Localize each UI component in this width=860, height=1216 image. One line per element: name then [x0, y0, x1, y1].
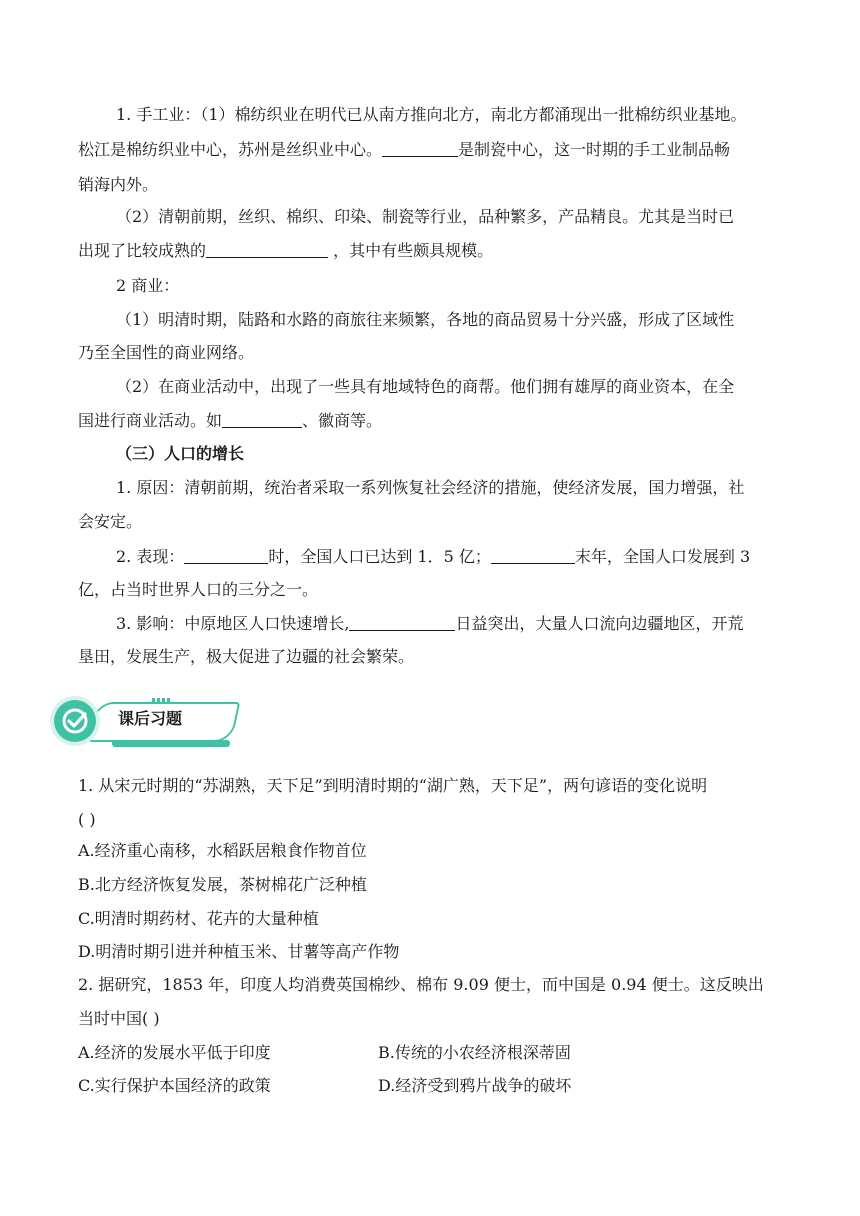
text: 3. 影响：中原地区人口快速增长, — [116, 614, 350, 633]
fill-blank[interactable] — [184, 547, 268, 564]
text: ，其中有些颇具规模。 — [328, 241, 494, 260]
text: 末年，全国人口发展到 3 — [574, 547, 751, 566]
text: 日益突出，大量人口流向边疆地区，开荒 — [455, 614, 744, 633]
q2-stem-line-2 — [78, 1008, 160, 1030]
text: 1. 从宋元时期的“苏湖熟，天下足”到明清时期的“湖广熟，天下足”，两句谚语的变化说明 — [78, 776, 708, 795]
q2-option-a[interactable] — [78, 1042, 271, 1064]
merchant-guild-line-2 — [78, 410, 382, 432]
text: C.明清时期药材、花卉的大量种植 — [78, 909, 319, 928]
text: D.经济受到鸦片战争的破坏 — [378, 1076, 572, 1095]
population-show-line-1 — [116, 546, 750, 568]
q1-option-c[interactable] — [78, 908, 319, 930]
population-heading — [116, 443, 244, 465]
fill-blank[interactable] — [491, 547, 575, 564]
q2-stem-line-1 — [78, 974, 764, 996]
fill-blank[interactable] — [206, 241, 328, 258]
text: 时，全国人口已达到 1．5 亿； — [268, 547, 491, 566]
text: 1. 原因：清朝前期，统治者采取一系列恢复社会经济的措施，使经济发展，国力增强，社 — [116, 478, 745, 497]
population-effect-line-2 — [78, 646, 414, 668]
text: 会安定。 — [78, 512, 143, 531]
text: （2）在商业活动中，出现了一些具有地域特色的商帮。他们拥有雄厚的商业资本，在全 — [116, 377, 735, 396]
text: C.实行保护本国经济的政策 — [78, 1076, 271, 1095]
text: ( ) — [78, 810, 96, 829]
text: D.明清时期引进并种植玉米、甘薯等高产作物 — [78, 942, 400, 961]
text: 松江是棉纺织业中心，苏州是丝织业中心。 — [78, 140, 383, 159]
q1-stem-line-2 — [78, 809, 96, 831]
text: 销海内外。 — [78, 175, 159, 194]
population-cause-line-2 — [78, 511, 142, 533]
q2-option-b[interactable] — [378, 1042, 571, 1064]
commerce-network-line-2 — [78, 342, 254, 364]
text: 国进行商业活动。如 — [78, 411, 223, 430]
text: 1. 手工业：（1）棉纺织业在明代已从南方推向北方，南北方都涌现出一批棉纺织业基地。 — [116, 105, 747, 124]
text: 乃至全国性的商业网络。 — [78, 343, 255, 362]
text: 、徽商等。 — [302, 411, 383, 430]
fill-blank[interactable] — [349, 614, 455, 631]
text: （2）清朝前期，丝织、棉织、印染、制瓷等行业，品种繁多，产品精良。尤其是当时已 — [116, 207, 735, 226]
handicraft-line-2 — [78, 139, 730, 161]
text: 亿，占当时世界人口的三分之一。 — [78, 580, 319, 599]
text: （1）明清时期，陆路和水路的商旅往来频繁，各地的商品贸易十分兴盛，形成了区域性 — [116, 310, 735, 329]
q2-option-c[interactable] — [78, 1075, 271, 1097]
text: 垦田，发展生产，极大促进了边疆的社会繁荣。 — [78, 647, 415, 666]
text: （三）人口的增长 — [116, 444, 245, 463]
q1-option-b[interactable] — [78, 874, 367, 896]
population-effect-line-1 — [116, 613, 743, 635]
qing-handicraft-line-2 — [78, 240, 493, 262]
text: 2. 据研究，1853 年，印度人均消费英国棉纱、棉布 9.09 便士，而中国是 0.94 便士。这反映出 — [78, 975, 764, 994]
text: 2 商业： — [116, 276, 180, 295]
text: A.经济的发展水平低于印度 — [78, 1043, 271, 1062]
text: 出现了比较成熟的 — [78, 241, 207, 260]
commerce-heading — [116, 275, 179, 297]
q2-option-d[interactable] — [378, 1075, 571, 1097]
qing-handicraft-line-1 — [116, 206, 734, 228]
text: A.经济重心南移，水稻跃居粮食作物首位 — [78, 841, 367, 860]
check-circle-icon — [54, 700, 96, 742]
fill-blank[interactable] — [222, 411, 302, 428]
text: 当时中国( ) — [78, 1009, 160, 1028]
merchant-guild-line-1 — [116, 376, 734, 398]
fill-blank[interactable] — [382, 140, 458, 157]
q1-stem-line-1 — [78, 775, 707, 797]
commerce-network-line-1 — [116, 309, 734, 331]
handicraft-line-3 — [78, 174, 158, 196]
exercises-banner — [52, 698, 234, 754]
banner-underbar — [112, 740, 230, 747]
text: 是制瓷中心，这一时期的手工业制品畅 — [458, 140, 731, 159]
banner-label: 课后习题 — [118, 709, 183, 728]
text: 2. 表现： — [116, 547, 185, 566]
handicraft-line-1 — [116, 104, 747, 126]
q1-option-d[interactable] — [78, 941, 399, 963]
text: B.传统的小农经济根深蒂固 — [378, 1043, 571, 1062]
text: B.北方经济恢复发展，茶树棉花广泛种植 — [78, 875, 367, 894]
population-cause-line-1 — [116, 477, 744, 499]
population-show-line-2 — [78, 579, 318, 601]
q1-option-a[interactable] — [78, 840, 367, 862]
